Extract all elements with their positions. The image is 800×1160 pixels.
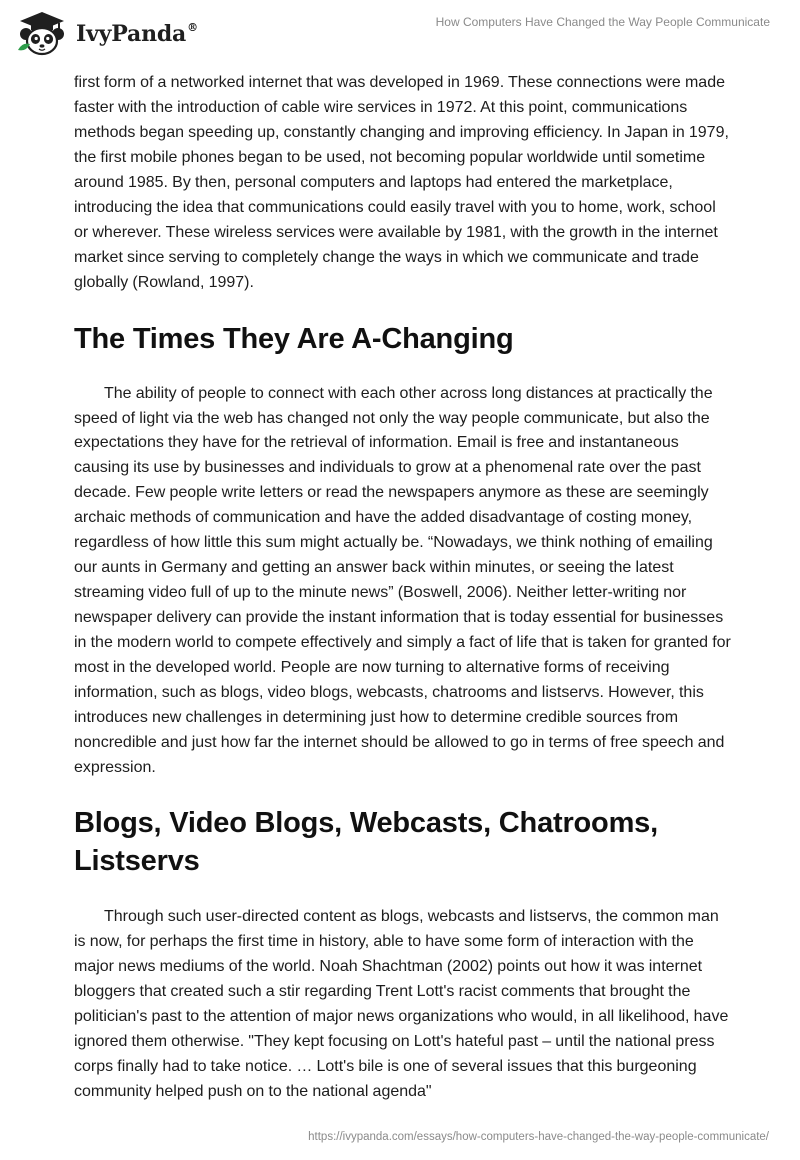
panda-graduate-icon (16, 10, 68, 56)
intro-paragraph: first form of a networked internet that was developed in 1969. These connections were made faster with the introduction of cable wire services in 1972. At this point, communications methods began speeding up, constantly changing and improving efficiency. In Japan in 1979, the first mobile phones began to be used, not becoming popular worldwide until sometime around 1985. By then, personal computers and laptops had entered the marketplace, introducing the idea that communications could easily travel with you to home, work, school or wherever. These wireless services were available by 1981, with the growth in the internet market since serving to completely change the ways in which we communicate and trade globally (Rowland, 1997). (74, 74, 729, 291)
document-title: How Computers Have Changed the Way People Communicate (435, 15, 770, 29)
section-heading-blogs: Blogs, Video Blogs, Webcasts, Chatrooms, Listservs (74, 806, 658, 877)
source-url[interactable]: https://ivypanda.com/essays/how-computers-have-changed-the-way-people-communicate/ (308, 1131, 769, 1143)
page-header (0, 0, 800, 70)
brand-name: IvyPanda® (76, 21, 198, 47)
brand-logo[interactable] (16, 10, 198, 56)
section-paragraph-times: The ability of people to connect with each other across long distances at practically the speed of light via the web has changed not only the way people communicate, but also the expectations they have for the retrieval of information. Email is free and instantaneous causing its use by businesses and individuals to grow at a phenomenal rate over the past decade. Few people write letters or read the newspapers anymore as these are seemingly archaic methods of communication and have the added disadvantage of costing money, regardless of how little this sum might actually be. “Nowadays, we think nothing of emailing our aunts in Germany and getting an answer back within minutes, or seeing the latest streaming video full of up to the minute news” (Boswell, 2006). Neither letter-writing nor newspaper delivery can provide the instant information that is today essential for businesses in the modern world to compete effectively and simply a fact of life that is taken for granted for most in the developed world. People are now turning to alternative forms of receiving information, such as blogs, video blogs, webcasts, chatrooms and listservs. However, this introduces new challenges in determining just how to determine credible sources from noncredible and just how far the internet should be allowed to go in terms of free speech and expression. (74, 384, 731, 776)
registered-mark: ® (187, 21, 198, 34)
essay-body (74, 71, 734, 1104)
section-paragraph-blogs: Through such user-directed content as blogs, webcasts and listservs, the common man is now, for perhaps the first time in history, able to have some form of interaction with the major news mediums of the world. Noah Shachtman (2002) points out how it was internet bloggers that created such a stir regarding Trent Lott's racist comments that brought the politician's past to the attention of major news organizations who would, in all likelihood, have ignored them otherwise. "They kept focusing on Lott's hateful past – until the national press corps finally had to take notice. … Lott's bile is one of several issues that this burgeoning community helped push on to the national agenda" (74, 907, 729, 1100)
section-heading-times: The Times They Are A-Changing (74, 322, 514, 355)
